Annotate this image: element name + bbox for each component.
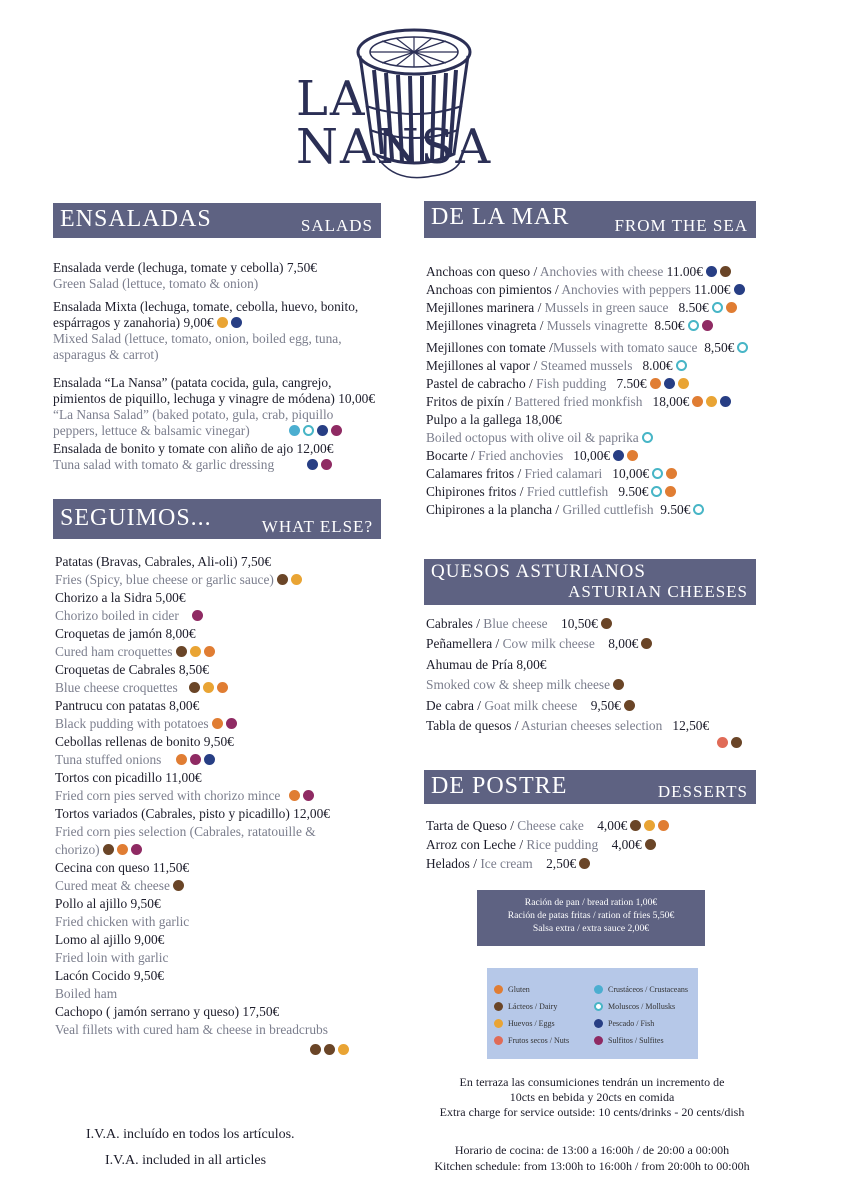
gluten-icon xyxy=(494,985,503,994)
sea-title-es: DE LA MAR xyxy=(431,204,570,230)
menu-item: Chipirones fritos / Fried cuttlefish 9.50€ xyxy=(426,483,748,501)
mollusks-icon xyxy=(712,302,723,313)
gluten-icon xyxy=(726,302,737,313)
menu-item-en: Smoked cow & sheep milk cheese xyxy=(426,677,611,693)
terrace-line: 10cts en bebida y 20cts en comida xyxy=(509,1090,675,1104)
cachopo-allergens xyxy=(307,1041,349,1059)
mollusks-icon xyxy=(303,425,314,436)
salads-title-en: SALADS xyxy=(300,216,373,235)
menu-item-es: Croquetas de jamón 8,00€ xyxy=(55,626,196,641)
vat-en: I.V.A. included in all articles xyxy=(105,1153,267,1168)
item-en: Mussels with tomato sauce xyxy=(552,340,698,355)
sulfites-icon xyxy=(226,718,237,729)
menu-item: Fritos de pixín / Battered fried monkfish 18,00€ xyxy=(426,393,748,411)
terrace-line: En terraza las consumiciones tendrán un incremento de xyxy=(459,1075,725,1089)
item-price: 9,50€ xyxy=(590,697,621,713)
item-en: Cheese cake xyxy=(517,818,584,833)
fish-icon xyxy=(613,450,624,461)
item-es: Arroz con Leche xyxy=(426,837,516,852)
nuts-icon xyxy=(717,737,728,748)
legend-sulfites xyxy=(594,1036,664,1045)
fish-icon xyxy=(706,266,717,277)
item-price: 12,50€ xyxy=(672,718,710,734)
item-en: Goat milk cheese xyxy=(484,697,578,713)
extras-line: Ración de patas fritas / ration of fries 5,50€ xyxy=(507,910,675,921)
sulfites-icon xyxy=(702,320,713,331)
menu-item-es: Tortos con picadillo 11,00€ xyxy=(55,770,202,785)
item-es: Anchoas con pimientos xyxy=(426,282,552,297)
legend-label: Lácteos / Dairy xyxy=(508,1002,558,1011)
item-price: 10,00€ xyxy=(573,448,611,463)
item-es: Mejillones vinagreta xyxy=(426,318,537,333)
desserts-header xyxy=(424,770,756,804)
item-es: Tarta de Queso xyxy=(426,818,507,833)
mollusks-icon xyxy=(642,432,653,443)
item-en: Battered fried monkfish xyxy=(514,394,643,409)
item-en: Cow milk cheese xyxy=(502,636,595,652)
kitchen-schedule xyxy=(420,1142,764,1174)
salad-es: Ensalada verde (lechuga, tomate y cebolla) 7,50€ xyxy=(53,260,317,275)
legend-label: Sulfitos / Sulfites xyxy=(608,1036,664,1045)
item-en: Steamed mussels xyxy=(540,358,633,373)
gluten-icon xyxy=(117,844,128,855)
salad-item xyxy=(53,299,358,363)
menu-item-en-2: chorizo) xyxy=(55,842,100,857)
legend-crustaceans xyxy=(594,985,688,994)
gluten-icon xyxy=(204,646,215,657)
salad-en: Tuna salad with tomato & garlic dressing xyxy=(53,457,275,472)
legend-label: Crustáceos / Crustaceans xyxy=(608,985,688,994)
item-en: Fried calamari xyxy=(524,466,603,481)
item-price: 9.50€ xyxy=(660,502,691,517)
brand-name: LA NANSA xyxy=(296,71,493,175)
dairy-icon xyxy=(731,737,742,748)
dairy-icon xyxy=(173,880,184,891)
menu-item-es: Ahumau de Pría 8,00€ xyxy=(426,656,547,672)
menu-item: Tabla de quesos / Asturian cheeses selection 12,50€ xyxy=(426,718,710,734)
item-es: Mejillones marinera xyxy=(426,300,535,315)
eggs-icon xyxy=(190,646,201,657)
menu-item: Calamares fritos / Fried calamari 10,00€ xyxy=(426,465,748,483)
menu-item: De cabra / Goat milk cheese 9,50€ xyxy=(426,696,709,716)
desserts-list xyxy=(426,816,669,873)
dairy-icon xyxy=(624,700,635,711)
cheeses-header xyxy=(424,559,756,605)
item-price: 7.50€ xyxy=(616,376,647,391)
eggs-icon xyxy=(706,396,717,407)
dairy-icon xyxy=(277,574,288,585)
item-es: Pastel de cabracho xyxy=(426,376,526,391)
else-list xyxy=(55,553,330,1039)
menu-item: Anchoas con queso / Anchovies with cheese 11.00€ xyxy=(426,263,748,281)
cheeses-title-es: QUESOS ASTURIANOS xyxy=(431,561,646,582)
salad-item xyxy=(53,260,317,292)
nuts-icon xyxy=(494,1036,503,1045)
dairy-icon xyxy=(176,646,187,657)
menu-item-es: Patatas (Bravas, Cabrales, Ali-oli) 7,50€ xyxy=(55,554,272,569)
menu-item-es: Lomo al ajillo 9,00€ xyxy=(55,932,165,947)
sulfites-icon xyxy=(190,754,201,765)
dairy-icon xyxy=(103,844,114,855)
sea-list xyxy=(426,263,748,519)
item-es: Tabla de quesos xyxy=(426,718,512,734)
item-price: 10,50€ xyxy=(561,616,598,631)
sulfites-icon xyxy=(303,790,314,801)
gluten-icon xyxy=(650,378,661,389)
item-price: 2,50€ xyxy=(546,856,577,871)
item-en: Fish pudding xyxy=(536,376,607,391)
menu-item: Helados / Ice cream 2,50€ xyxy=(426,854,669,873)
item-price: 8.50€ xyxy=(678,300,709,315)
item-price: 8.00€ xyxy=(642,358,673,373)
item-price: 18,00€ xyxy=(652,394,690,409)
salad-es: Ensalada Mixta (lechuga, tomate, cebolla, huevo, bonito, xyxy=(53,299,359,314)
crustaceans-icon xyxy=(594,985,603,994)
menu-item-en: Blue cheese croquettes xyxy=(55,680,178,695)
sulfites-icon xyxy=(131,844,142,855)
menu-item-es: Pantrucu con patatas 8,00€ xyxy=(55,698,200,713)
terrace-line: Extra charge for service outside: 10 cents/drinks - 20 cents/dish xyxy=(439,1105,745,1119)
item-es: Chipirones a la plancha xyxy=(426,502,553,517)
allergen-legend xyxy=(487,968,698,1059)
eggs-icon xyxy=(644,820,655,831)
mollusks-icon xyxy=(676,360,687,371)
cheese-board-allergens xyxy=(714,734,742,752)
gluten-icon xyxy=(627,450,638,461)
dairy-icon xyxy=(579,858,590,869)
menu-item-es: Tortos variados (Cabrales, pisto y picadillo) 12,00€ xyxy=(55,806,331,821)
gluten-icon xyxy=(289,790,300,801)
mollusks-icon xyxy=(594,1002,603,1011)
menu-item-en: Veal fillets with cured ham & cheese in breadcrubs xyxy=(55,1022,328,1037)
menu-item-en: Fried corn pies selection (Cabrales, ratatouille & xyxy=(55,824,316,839)
item-price: 8,00€ xyxy=(608,636,639,652)
dairy-icon xyxy=(613,679,624,690)
fish-icon xyxy=(664,378,675,389)
gluten-icon xyxy=(217,682,228,693)
item-price: 4,00€ xyxy=(597,818,628,833)
sea-header xyxy=(424,201,756,238)
item-en: Anchovies with peppers xyxy=(561,282,691,297)
menu-item: Arroz con Leche / Rice pudding 4,00€ xyxy=(426,835,669,854)
dairy-icon xyxy=(645,839,656,850)
menu-item-en: Black pudding with potatoes xyxy=(55,716,209,731)
salad-es: Ensalada “La Nansa” (patata cocida, gula, cangrejo, xyxy=(53,375,332,390)
sulfites-icon xyxy=(594,1036,603,1045)
item-en: Anchovies with cheese xyxy=(539,264,664,279)
item-en: Mussels in green sauce xyxy=(544,300,669,315)
eggs-icon xyxy=(291,574,302,585)
desserts-title-es: DE POSTRE xyxy=(431,773,568,799)
salads-header xyxy=(53,203,381,238)
menu-item: Pastel de cabracho / Fish pudding 7.50€ xyxy=(426,375,748,393)
else-header xyxy=(53,499,381,539)
menu-item-en: Fries (Spicy, blue cheese or garlic sauce) xyxy=(55,572,274,587)
item-es: Mejillones con tomate xyxy=(426,340,546,355)
item-price: 11.00€ xyxy=(694,282,731,297)
item-en: Grilled cuttlefish xyxy=(562,502,654,517)
menu-item-en: Cured ham croquettes xyxy=(55,644,173,659)
item-en: Fried cuttlefish xyxy=(526,484,609,499)
salad-es: Ensalada de bonito y tomate con aliño de ajo 12,00€ xyxy=(53,441,334,456)
salad-en: Mixed Salad (lettuce, tomato, onion, boiled egg, tuna, xyxy=(53,331,342,346)
item-en: Blue cheese xyxy=(483,616,548,631)
menu-item-es: Cecina con queso 11,50€ xyxy=(55,860,190,875)
eggs-icon xyxy=(494,1019,503,1028)
salad-en: “La Nansa Salad” (baked potato, gula, crab, piquillo xyxy=(53,407,334,422)
menu-item-en: Boiled ham xyxy=(55,986,118,1001)
dairy-icon xyxy=(189,682,200,693)
legend-label: Frutos secos / Nuts xyxy=(508,1036,570,1045)
legend-label: Moluscos / Mollusks xyxy=(608,1002,676,1011)
else-title-en: WHAT ELSE? xyxy=(261,517,373,536)
gluten-icon xyxy=(658,820,669,831)
fish-icon xyxy=(594,1019,603,1028)
desserts-title-en: DESSERTS xyxy=(657,782,748,801)
salad-es-2: espárragos y zanahoria) 9,00€ xyxy=(53,315,214,330)
eggs-icon xyxy=(338,1044,349,1055)
dairy-icon xyxy=(641,638,652,649)
menu-item: Mejillones marinera / Mussels in green sauce 8.50€ xyxy=(426,299,748,317)
item-es: Helados xyxy=(426,856,470,871)
item-price: 9.50€ xyxy=(618,484,649,499)
menu-item: Peñamellera / Cow milk cheese 8,00€ xyxy=(426,634,709,654)
dairy-icon xyxy=(324,1044,335,1055)
legend-dairy xyxy=(494,1002,557,1011)
item-en: Asturian cheeses selection xyxy=(521,718,663,734)
legend-gluten xyxy=(494,985,530,994)
item-price: 8,50€ xyxy=(704,340,735,355)
menu-item-en: Tuna stuffed onions xyxy=(55,752,162,767)
menu-item: Cabrales / Blue cheese 10,50€ xyxy=(426,614,709,634)
item-es: Mejillones al vapor xyxy=(426,358,531,373)
menu-item: Bocarte / Fried anchovies 10,00€ xyxy=(426,447,748,465)
menu-item-es: Cebollas rellenas de bonito 9,50€ xyxy=(55,734,234,749)
sea-title-en: FROM THE SEA xyxy=(614,216,748,235)
item-en: Fried anchovies xyxy=(478,448,564,463)
legend-label: Pescado / Fish xyxy=(608,1019,655,1028)
mollusks-icon xyxy=(688,320,699,331)
fish-icon xyxy=(720,396,731,407)
eggs-icon xyxy=(203,682,214,693)
item-price: 8.50€ xyxy=(654,318,685,333)
menu-item-es: Lacón Cocido 9,50€ xyxy=(55,968,164,983)
eggs-icon xyxy=(217,317,228,328)
menu-item-es: Pollo al ajillo 9,50€ xyxy=(55,896,161,911)
item-es: De cabra xyxy=(426,697,474,713)
cheeses-title-en: ASTURIAN CHEESES xyxy=(568,582,748,601)
salads-title-es: ENSALADAS xyxy=(60,206,212,232)
salad-es-2: pimientos de piquillo, lechuga y vinagre de módena) 10,00€ xyxy=(53,391,376,406)
menu-item: Anchoas con pimientos / Anchovies with peppers 11.00€ xyxy=(426,281,748,299)
item-price: 4,00€ xyxy=(611,837,642,852)
gluten-icon xyxy=(212,718,223,729)
menu-item: Mejillones con tomate /Mussels with tomato sauce 8,50€ xyxy=(426,339,748,357)
mollusks-icon xyxy=(651,486,662,497)
legend-mollusks xyxy=(594,1002,675,1011)
gluten-icon xyxy=(176,754,187,765)
legend-label: Huevos / Eggs xyxy=(508,1019,555,1028)
item-es: Bocarte xyxy=(426,448,468,463)
else-title-es: SEGUIMOS... xyxy=(60,505,212,531)
menu-item-es: Cachopo ( jamón serrano y queso) 17,50€ xyxy=(55,1004,280,1019)
menu-item-en: Fried corn pies served with chorizo mince xyxy=(55,788,281,803)
item-en: Rice pudding xyxy=(526,837,599,852)
fish-icon xyxy=(317,425,328,436)
crustaceans-icon xyxy=(289,425,300,436)
item-price: 10,00€ xyxy=(612,466,650,481)
schedule-line: Horario de cocina: de 13:00 a 16:00h / de 20:00 a 00:00h xyxy=(454,1143,730,1157)
item-es: Peñamellera xyxy=(426,636,493,652)
gluten-icon xyxy=(665,486,676,497)
menu-item: Chipirones a la plancha / Grilled cuttlefish 9.50€ xyxy=(426,501,748,519)
extras-line: Ración de pan / bread ration 1,00€ xyxy=(524,897,658,908)
schedule-line: Kitchen schedule: from 13:00h to 16:00h / from 20:00h to 00:00h xyxy=(434,1159,750,1173)
menu-item-en: Fried chicken with garlic xyxy=(55,914,190,929)
item-es: Anchoas con queso xyxy=(426,264,531,279)
sulfites-icon xyxy=(321,459,332,470)
fish-icon xyxy=(204,754,215,765)
dairy-icon xyxy=(494,1002,503,1011)
legend-label: Gluten xyxy=(508,985,530,994)
salad-item xyxy=(53,441,333,473)
menu-item: Tarta de Queso / Cheese cake 4,00€ xyxy=(426,816,669,835)
salad-en-2: peppers, lettuce & balsamic vinegar) xyxy=(53,423,250,438)
fish-icon xyxy=(734,284,745,295)
item-es: Cabrales xyxy=(426,616,473,631)
menu-item: Mejillones al vapor / Steamed mussels 8.00€ xyxy=(426,357,748,375)
dairy-icon xyxy=(720,266,731,277)
menu-item-en: Boiled octopus with olive oil & paprika xyxy=(426,430,639,445)
extras-line: Salsa extra / extra sauce 2,00€ xyxy=(532,923,650,934)
dairy-icon xyxy=(630,820,641,831)
menu-item-es: Pulpo a la gallega 18,00€ xyxy=(426,412,562,427)
menu-item-es: Chorizo a la Sidra 5,00€ xyxy=(55,590,186,605)
item-es: Chipirones fritos xyxy=(426,484,517,499)
mollusks-icon xyxy=(737,342,748,353)
legend-fish xyxy=(594,1019,654,1028)
salad-item xyxy=(53,375,375,439)
legend-eggs xyxy=(494,1019,555,1028)
extras-box xyxy=(477,890,705,946)
menu-item-es: Croquetas de Cabrales 8,50€ xyxy=(55,662,209,677)
menu-item-en: Cured meat & cheese xyxy=(55,878,170,893)
mollusks-icon xyxy=(652,468,663,479)
sulfites-icon xyxy=(192,610,203,621)
cheese-list xyxy=(426,614,709,736)
eggs-icon xyxy=(678,378,689,389)
menu-item-en: Fried loin with garlic xyxy=(55,950,169,965)
salad-en: Green Salad (lettuce, tomato & onion) xyxy=(53,276,259,291)
vat-es: I.V.A. incluído en todos los artículos. xyxy=(86,1127,295,1142)
sulfites-icon xyxy=(331,425,342,436)
menu-item-en: Chorizo boiled in cider xyxy=(55,608,179,623)
fish-icon xyxy=(307,459,318,470)
terrace-note xyxy=(420,1075,764,1120)
mollusks-icon xyxy=(693,504,704,515)
menu-item: Mejillones vinagreta / Mussels vinagrette 8.50€ xyxy=(426,317,748,335)
dairy-icon xyxy=(310,1044,321,1055)
gluten-icon xyxy=(692,396,703,407)
item-en: Mussels vinagrette xyxy=(546,318,648,333)
salad-en-2: asparagus & carrot) xyxy=(53,347,159,362)
dairy-icon xyxy=(601,618,612,629)
item-es: Calamares fritos xyxy=(426,466,515,481)
item-es: Fritos de pixín xyxy=(426,394,505,409)
item-en: Ice cream xyxy=(480,856,533,871)
legend-nuts xyxy=(494,1036,569,1045)
gluten-icon xyxy=(666,468,677,479)
fish-icon xyxy=(231,317,242,328)
item-price: 11.00€ xyxy=(666,264,703,279)
